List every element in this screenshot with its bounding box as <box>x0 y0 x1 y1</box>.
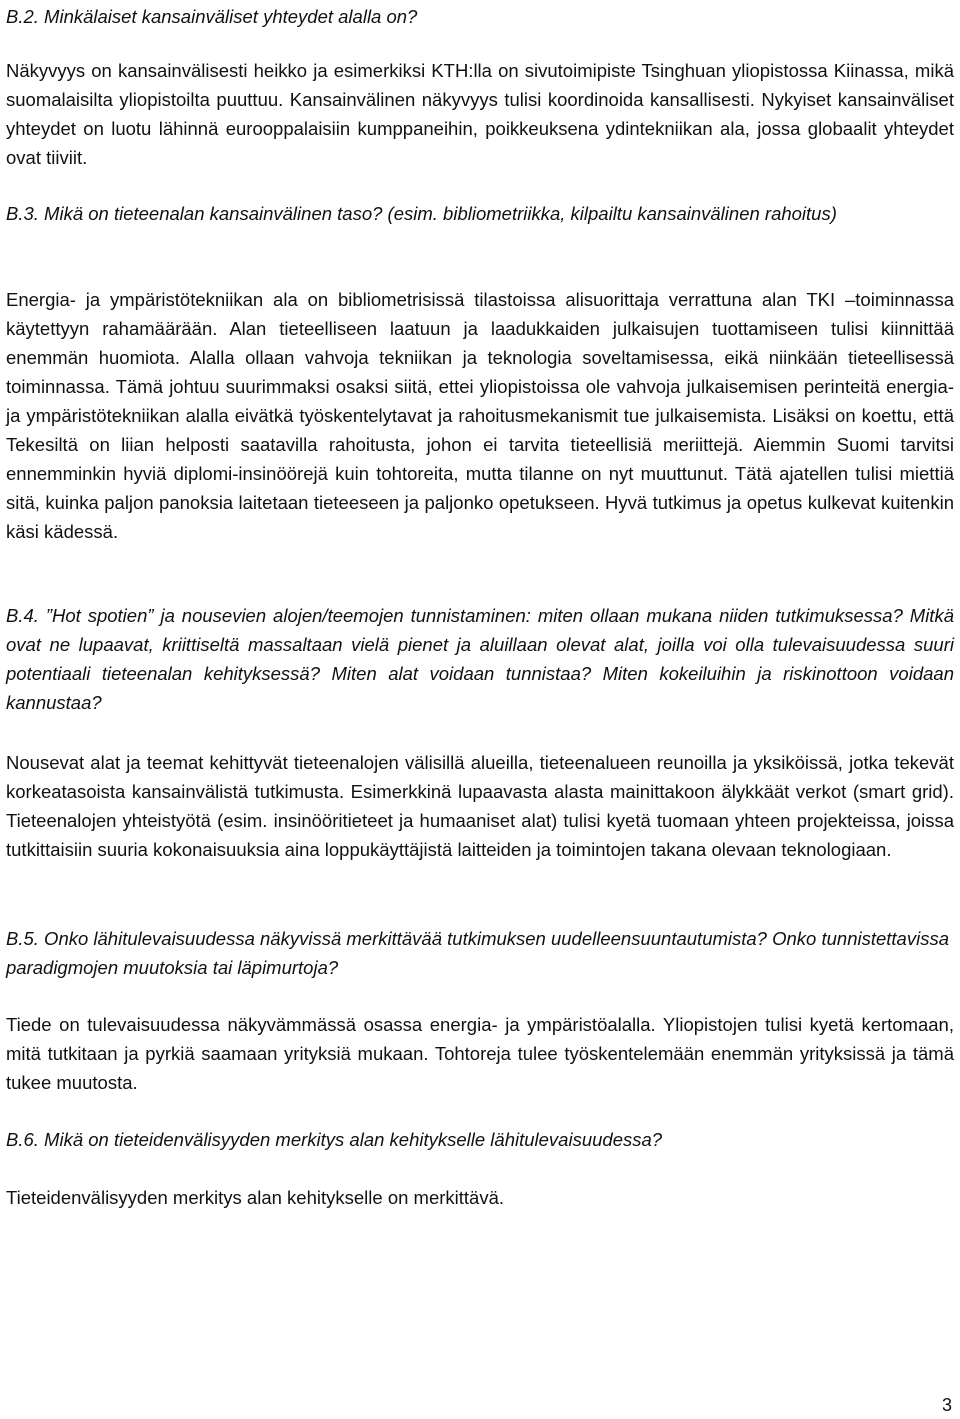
section-body-b2: Näkyvyys on kansainvälisesti heikko ja esimerkiksi KTH:lla on sivutoimipiste Tsinghuan yliopistossa Kiinassa, mikä suomalaisilta yliopistoilta puuttuu. Kansainvälinen näkyvyys tulisi koordinoida kansallisesti. Nykyiset kansainväliset yhteydet on luotu lähinnä eurooppalaisiin kumppaneihin, poikkeuksena ydintekniikan ala, jossa globaalit yhteydet ovat tiiviit. <box>6 60 954 168</box>
section-body-b5: Tiede on tulevaisuudessa näkyvämmässä osassa energia- ja ympäristöalalla. Yliopistojen tulisi kyetä kertomaan, mitä tutkitaan ja pyrkiä saamaan yrityksiä mukaan. Tohtoreja tulee työskentelemään enemmän yrityksissä ja tämä tukee muutosta. <box>6 1014 954 1093</box>
section-body-b3: Energia- ja ympäristötekniikan ala on bibliometrisissä tilastoissa alisuorittaja verrattuna alan TKI –toiminnassa käytettyyn rahamäärään. Alan tieteelliseen laatuun ja laadukkaiden julkaisujen tuottamiseen tulisi kiinnittää enemmän huomiota. Alalla ollaan vahvoja tekniikan ja teknologia soveltamisessa, eikä niinkään tieteellisessä toiminnassa. Tämä johtuu suurimmaksi osaksi siitä, ettei yliopistoissa ole vahvoja julkaisemisen perinteitä energia- ja ympäristötekniikan alalla eivätkä työskentelytavat ja rahoitusmekanismit tue julkaisemista. Lisäksi on koettu, että Tekesiltä on liian helposti saatavilla rahoitusta, johon ei tarvita tieteellisiä meriittejä. Aiemmin Suomi tarvitsi ennemminkin hyviä diplomi-insinöörejä kuin tohtoreita, mutta tilanne on nyt muuttunut. Tätä ajatellen tulisi miettiä sitä, kuinka paljon panoksia laitetaan tieteeseen ja paljonko opetukseen. Hyvä tutkimus ja opetus kulkevat kuitenkin käsi kädessä. <box>6 289 954 542</box>
section-heading-b2: B.2. Minkälaiset kansainväliset yhteydet alalla on? <box>6 6 418 27</box>
section-heading-b5: B.5. Onko lähitulevaisuudessa näkyvissä merkittävää tutkimuksen uudelleensuuntautumista? Onko tunnistettavissa paradigmojen muutoksia tai läpimurtoja? <box>6 928 949 978</box>
section-heading-b4: B.4. ”Hot spotien” ja nousevien alojen/teemojen tunnistaminen: miten ollaan mukana niiden tutkimuksessa? Mitkä ovat ne lupaavat, kriittiseltä massaltaan vielä pienet ja aluillaan olevat alat, joilla voi olla tulevaisuudessa suuri potentiaali tieteenalan kehityksessä? Miten alat voidaan tunnistaa? Miten kokeiluihin ja riskinottoon voidaan kannustaa? <box>6 605 954 713</box>
section-body-b6: Tieteidenvälisyyden merkitys alan kehitykselle on merkittävä. <box>6 1187 505 1208</box>
section-heading-b3: B.3. Mikä on tieteenalan kansainvälinen taso? (esim. bibliometriikka, kilpailtu kansainvälinen rahoitus) <box>6 203 837 224</box>
section-heading-b6: B.6. Mikä on tieteidenvälisyyden merkitys alan kehitykselle lähitulevaisuudessa? <box>6 1129 663 1150</box>
page-number: 3 <box>941 1395 952 1415</box>
section-body-b4: Nousevat alat ja teemat kehittyvät tieteenalojen välisillä alueilla, tieteenalueen reunoilla ja yksiköissä, jotka tekevät korkeatasoista kansainvälistä tutkimusta. Esimerkkinä lupaavasta alasta mainittakoon älykkäät verkot (smart grid). Tieteenalojen yhteistyötä (esim. insinööritieteet ja humaaniset alat) tulisi kyetä tuomaan yhteen projekteissa, joissa tutkittaisiin suuria kokonaisuuksia aina loppukäyttäjistä laitteiden ja toimintojen takana olevaan teknologiaan. <box>6 752 954 860</box>
